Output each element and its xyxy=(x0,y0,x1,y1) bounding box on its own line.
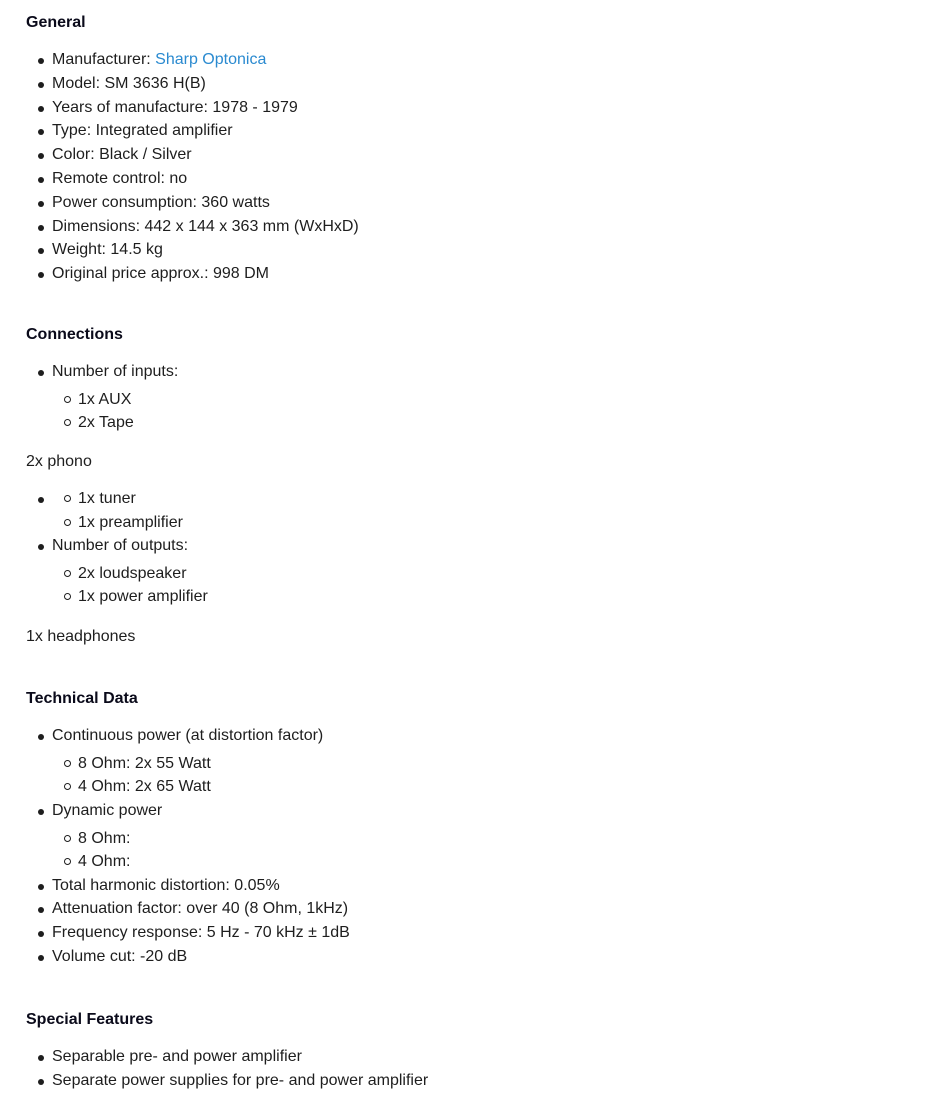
special-list xyxy=(26,1045,906,1093)
item-text: Total harmonic distortion: 0.05% xyxy=(52,876,280,894)
sub-list-item xyxy=(52,562,906,586)
item-text: Model: SM 3636 H(B) xyxy=(52,74,206,92)
item-text: Type: Integrated amplifier xyxy=(52,122,233,140)
list-item xyxy=(26,238,906,262)
technical-list xyxy=(26,724,906,969)
item-text: Separable pre- and power amplifier xyxy=(52,1048,302,1065)
sub-list-item xyxy=(52,511,906,535)
bullet-icon xyxy=(38,129,44,135)
bullet-icon xyxy=(38,201,44,207)
outputs-sublist xyxy=(52,562,906,609)
bullet-icon xyxy=(38,272,44,278)
list-item xyxy=(26,897,906,921)
inputs-sublist xyxy=(52,388,906,435)
item-text: Dynamic power xyxy=(52,801,163,819)
bullet-icon xyxy=(38,106,44,112)
list-item xyxy=(26,921,906,945)
circle-bullet-icon xyxy=(64,570,71,577)
general-list xyxy=(26,48,906,286)
list-item xyxy=(26,874,906,898)
sub-list-item xyxy=(52,487,906,511)
continuous-sublist xyxy=(52,752,906,799)
headphones-text: 1x headphones xyxy=(26,628,136,645)
bullet-icon xyxy=(38,248,44,254)
item-text: Frequency response: 5 Hz - 70 kHz ± 1dB xyxy=(52,924,350,942)
special-heading: Special Features xyxy=(26,1011,154,1028)
manufacturer-label: Manufacturer: xyxy=(52,51,156,68)
item-text: 1x tuner xyxy=(78,490,136,507)
item-text: 8 Ohm: 2x 55 Watt xyxy=(78,754,211,772)
sub-list-item xyxy=(52,827,906,851)
item-text: 1x AUX xyxy=(78,390,132,408)
bullet-icon xyxy=(38,370,44,376)
item-text: 1x preamplifier xyxy=(78,513,183,531)
list-item xyxy=(26,191,906,215)
circle-bullet-icon xyxy=(64,495,71,502)
item-text: Weight: 14.5 kg xyxy=(52,241,163,259)
list-item-inputs xyxy=(26,360,906,435)
circle-bullet-icon xyxy=(64,835,71,842)
list-item xyxy=(26,1045,906,1069)
sub-list-item xyxy=(52,388,906,412)
sub-list-item xyxy=(52,752,906,776)
list-item-continuous xyxy=(26,724,906,799)
connections-outputs-list xyxy=(26,487,906,609)
bullet-icon xyxy=(38,497,44,503)
item-text: Dimensions: 442 x 144 x 363 mm (WxHxD) xyxy=(52,217,359,235)
circle-bullet-icon xyxy=(64,396,71,403)
list-item xyxy=(26,96,906,120)
item-text: Continuous power (at distortion factor) xyxy=(52,727,324,744)
bullet-icon xyxy=(38,177,44,183)
sub-list-item xyxy=(52,411,906,435)
list-item xyxy=(26,1069,906,1093)
bullet-icon xyxy=(38,734,44,740)
circle-bullet-icon xyxy=(64,419,71,426)
bullet-icon xyxy=(38,931,44,937)
item-text: Power consumption: 360 watts xyxy=(52,193,270,211)
circle-bullet-icon xyxy=(64,858,71,865)
item-text: 2x loudspeaker xyxy=(78,564,187,582)
item-text: Color: Black / Silver xyxy=(52,146,192,164)
phono-text: 2x phono xyxy=(26,453,92,470)
bullet-icon xyxy=(38,153,44,159)
manufacturer-link[interactable]: Sharp Optonica xyxy=(155,51,267,68)
bullet-icon xyxy=(38,1079,44,1085)
bullet-icon xyxy=(38,82,44,88)
sub-list-item xyxy=(52,585,906,609)
item-text: Separate power supplies for pre- and power amplifier xyxy=(52,1071,429,1089)
list-item-empty xyxy=(26,487,906,534)
item-text: 8 Ohm: xyxy=(78,829,131,847)
extra-inputs-sublist xyxy=(52,487,906,534)
list-item xyxy=(26,119,906,143)
technical-heading: Technical Data xyxy=(26,690,138,707)
list-item xyxy=(26,72,906,96)
item-text: 4 Ohm: 2x 65 Watt xyxy=(78,778,211,796)
dynamic-sublist xyxy=(52,827,906,874)
list-item-manufacturer xyxy=(26,48,906,72)
item-text: Number of outputs: xyxy=(52,537,189,554)
bullet-icon xyxy=(38,955,44,961)
list-item-dynamic xyxy=(26,799,906,874)
item-text: 1x power amplifier xyxy=(78,588,208,606)
bullet-icon xyxy=(38,809,44,815)
circle-bullet-icon xyxy=(64,519,71,526)
list-item xyxy=(26,215,906,239)
item-text: Remote control: no xyxy=(52,169,188,187)
circle-bullet-icon xyxy=(64,783,71,790)
circle-bullet-icon xyxy=(64,760,71,767)
bullet-icon xyxy=(38,907,44,913)
list-item xyxy=(26,167,906,191)
item-text: Volume cut: -20 dB xyxy=(52,947,188,965)
bullet-icon xyxy=(38,1055,44,1061)
sub-list-item xyxy=(52,775,906,799)
item-text: 2x Tape xyxy=(78,414,134,432)
sub-list-item xyxy=(52,850,906,874)
list-item-outputs xyxy=(26,534,906,609)
list-item xyxy=(26,143,906,167)
item-text: Years of manufacture: 1978 - 1979 xyxy=(52,98,298,116)
item-text: Original price approx.: 998 DM xyxy=(52,265,269,283)
circle-bullet-icon xyxy=(64,593,71,600)
bullet-icon xyxy=(38,58,44,64)
list-item xyxy=(26,945,906,969)
connections-inputs-list xyxy=(26,360,906,435)
item-text: 4 Ohm: xyxy=(78,853,131,871)
list-item xyxy=(26,262,906,286)
general-heading: General xyxy=(26,14,86,31)
bullet-icon xyxy=(38,884,44,890)
item-text: Number of inputs: xyxy=(52,363,179,380)
bullet-icon xyxy=(38,544,44,550)
bullet-icon xyxy=(38,225,44,231)
connections-heading: Connections xyxy=(26,326,123,343)
item-text: Attenuation factor: over 40 (8 Ohm, 1kHz) xyxy=(52,900,349,918)
